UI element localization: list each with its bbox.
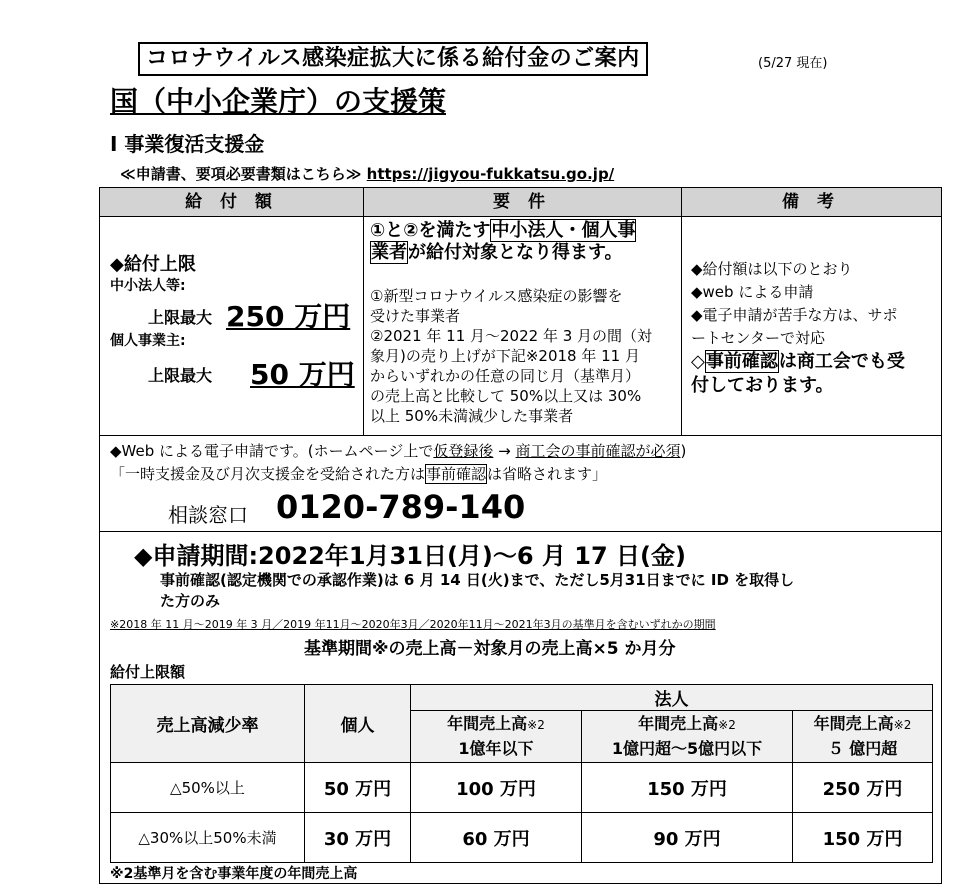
th-mark: ※2 [718,718,736,732]
cell-rate: △50%以上 [111,763,305,813]
col-header-requirements: 要 件 [363,188,681,217]
th-mark: ※2 [893,718,912,732]
corp-value: 250 万円 [226,300,351,333]
requirements-intro [370,220,636,264]
web-line-2 [110,463,607,484]
divider [363,188,364,436]
th-text: 1億円超～5億円以下 [611,739,763,758]
web-text: ) [680,442,687,460]
section-heading: Ⅰ 事業復活支援金 [110,132,265,156]
note-line: ◆web による申請 [691,283,814,301]
th-corp-2 [582,711,793,763]
intro-text: ①と②を満たす [370,220,491,241]
link-label: ≪申請書、要項必要書類はこちら≫ [120,165,362,183]
amount-table [110,684,933,863]
contact-label: 相談窓口 [168,503,248,527]
req-line: ①新型コロナウイルス感染症の影響を [370,287,623,305]
application-period: ◆申請期間:2022年1月31日(月)～6 月 17 日(金) [134,542,686,570]
th-corp: 法人 [411,685,933,711]
intro-text: が給付対象となり得ます。 [408,242,623,263]
note-pre-check [691,350,905,398]
as-of-date: (5/27 現在) [758,56,828,71]
th-corp-3 [793,711,933,763]
th-rate: 売上高減少率 [111,685,305,763]
col-header-amount: 給 付 額 [100,188,363,217]
limit-label: 給付上限額 [110,663,186,681]
th-indiv: 個人 [305,685,411,763]
cell-rate: △30%以上50%未満 [111,813,305,863]
web-text: は省略されます」 [487,465,608,483]
col-header-notes: 備 考 [681,188,941,217]
req-line: 受けた事業者 [370,307,461,325]
th-corp-1 [411,711,582,763]
cell-indiv: 30 万円 [305,813,411,863]
table-row [111,813,933,863]
cell-c2: 90 万円 [582,813,793,863]
requirements-list [370,286,652,426]
link-url[interactable]: https://jigyou-fukkatsu.go.jp/ [366,165,615,183]
period-footnote: ※2018 年 11 月～2019 年 3 月／2019 年11月～2020年3月／2020年11月～2021年3月の基準月を含むいずれかの期間 [110,618,716,631]
th-text: 年間売上高 [813,714,894,733]
divider [100,531,941,532]
amount-heading: ◆給付上限 [110,254,196,275]
intro-boxed: 中小法人・個人事 [491,220,636,241]
indiv-prefix: 上限最大 [148,366,213,385]
web-line-1 [110,440,686,461]
table-footnote: ※2基準月を含む事業年度の年間売上高 [110,866,358,882]
req-line: からいずれかの任意の同じ月（基準月） [370,367,641,385]
req-line: ②2021 年 11 月～2022 年 3 月の間（対 [370,327,653,345]
web-boxed: 事前確認 [426,465,487,483]
note-boxed: 事前確認 [705,351,778,372]
divider [100,435,941,436]
arrow-icon: → [498,442,511,460]
cell-c2: 150 万円 [582,763,793,813]
th-mark: ※2 [527,718,545,732]
formula: 基準期間※の売上高－対象月の売上高×5 か月分 [304,639,676,659]
th-text: 年間売上高 [638,714,719,733]
table-row [111,763,933,813]
corp-label: 中小法人等: [110,278,186,294]
page-title: コロナウイルス感染症拡大に係る給付金のご案内 [138,42,648,76]
web-text: 「一時支援金及び月次支援金を受給された方は [110,465,426,483]
period-note-line: た方のみ [160,592,221,610]
note-mark: ◇ [691,351,705,372]
th-text: ５ 億円超 [827,739,898,758]
period-note-line: 事前確認(認定機関での承認作業)は 6 月 14 日(火)まで、ただし5月31日までに ID を取得し [160,571,795,589]
divider [681,188,682,436]
subtitle: 国（中小企業庁）の支援策 [110,85,447,118]
indiv-label: 個人事業主: [110,333,186,349]
cell-c1: 60 万円 [411,813,582,863]
req-line: の売上高と比較して 50%以上又は 30% [370,387,642,405]
period-note [160,570,794,612]
web-text: ◆Web による電子申請です。(ホームページ上で [110,442,434,460]
main-frame [99,187,942,884]
cell-indiv: 50 万円 [305,763,411,813]
note-text: は商工会でも受 [778,351,905,372]
web-underlined: 仮登録後 [433,442,494,460]
link-line [120,163,614,184]
web-underlined: 商工会の事前確認が必須 [515,442,681,460]
contact-number[interactable]: 0120-789-140 [276,488,526,526]
th-text: 1億年以下 [458,739,534,758]
note-line: ◆給付額は以下のとおり [691,260,853,278]
corp-prefix: 上限最大 [148,308,213,327]
indiv-value: 50 万円 [250,358,355,391]
notes-list [691,258,898,350]
cell-c3: 250 万円 [793,763,933,813]
intro-boxed: 業者 [371,242,407,263]
note-line: ートセンターで対応 [691,329,825,347]
th-text: 年間売上高 [447,714,528,733]
req-line: 以上 50%未満減少した事業者 [370,407,574,425]
req-line: 象月)の売り上げが下記※2018 年 11 月 [370,347,640,365]
note-line: ◆電子申請が苦手な方は、サポ [691,306,898,324]
note-text: 付しております。 [691,375,834,396]
cell-c3: 150 万円 [793,813,933,863]
cell-c1: 100 万円 [411,763,582,813]
